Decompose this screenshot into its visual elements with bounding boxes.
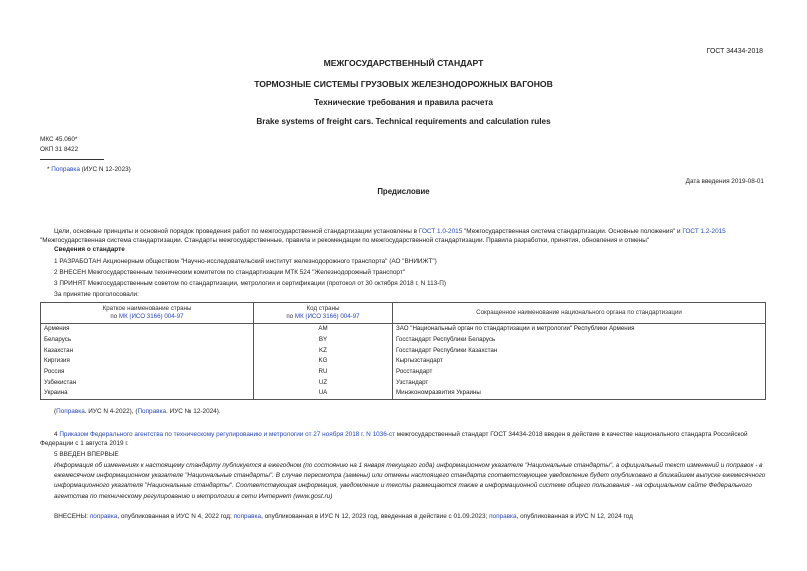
column-header-country [41,303,254,324]
okp-code: ОКП 31 8422 [40,146,79,153]
cell-country: Казахстан [41,345,254,356]
introduced-link-1[interactable]: поправка [89,513,118,520]
cell-code: KG [254,356,393,367]
gost-1-2-link[interactable]: ГОСТ 1.2-2015 [682,228,726,235]
introduced-text-3: , опубликованная в ИУС N 12, 2024 год [516,513,633,520]
footnote-asterisk: * [47,166,50,173]
cell-body: Узстандарт [393,377,766,388]
table-row [41,367,766,378]
introduced-amendments [54,513,633,521]
cell-body: Минэкономразвития Украины [393,388,766,399]
introduced-text-2: , опубликованная в ИУС N 12, 2023 год, введенная в действие с 01.09.2023; [261,513,490,520]
introduced-link-3[interactable]: поправка [489,513,517,520]
mk-iso-link-1[interactable]: МК (ИСО 3166) 004-97 [118,313,184,320]
standard-info-heading: Сведения о стандарте [54,246,125,253]
introduced-link-2[interactable]: поправка [233,513,262,520]
col1-line2 [43,313,251,321]
footnote-text: (ИУС N 12-2023) [81,166,131,173]
cell-country: Украина [41,388,254,399]
standard-type: МЕЖГОСУДАРСТВЕННЫЙ СТАНДАРТ [323,58,484,68]
col1-pre: по [110,313,119,320]
item-submitted: 2 ВНЕСЕН Межгосударственным техническим комитетом по стандартизации МТК 524 "Железнодорожный транспорт" [54,269,406,276]
cell-code: UZ [254,377,393,388]
footnote-amendment-link[interactable]: Поправка [51,166,80,173]
amend-text-1: . ИУС N 4-2022), ( [84,408,138,415]
change-info-paragraph: Информация об изменениях к настоящему стандарту публикуется в ежегодном (по состоянию на 1 января текущего года) информационном указателе "Национальные стандарты", а официальный текст изменений и поправок - в ежемесячном информационном указателе "Национальные стандарты". В случае пересмотра (замены) или отмены настоящего стандарта соответствующее уведомление будет опубликовано в ближайшем выпуске ежемесячного информационного указателя "Национальные стандарты". Соответствующая информация, уведомление и тексты размещаются также в информационной системе общего пользования - на официальном сайте Федерального агентства по техническому регулированию и метрологии в сети Интернет (www.gost.ru) [54,462,766,500]
document-number: ГОСТ 34434-2018 [706,48,763,55]
cell-country: Беларусь [41,335,254,346]
item4-prefix: 4 [54,431,60,438]
preface-heading: Предисловие [377,187,430,196]
mks-code: МКС 45.060* [40,136,78,143]
column-header-body: Сокращенное наименование национального органа по стандартизации [393,303,766,324]
cell-country: Россия [41,367,254,378]
item-developed: 1 РАЗРАБОТАН Акционерным обществом "Научно-исследовательский институт железнодорожного транспорта" (АО "ВНИИЖТ") [54,258,437,265]
cell-country: Киргизия [41,356,254,367]
table-row [41,388,766,399]
col2-line1: Код страны [306,304,340,312]
cell-code: BY [254,335,393,346]
item4-text: межгосударственный стандарт ГОСТ 34434-2018 введен в действие в качестве национального стандарта Российской Федерации с 1 августа 2019 г. [40,431,748,448]
cell-code: RU [254,367,393,378]
cell-country: Узбекистан [41,377,254,388]
footnote [47,166,131,174]
amend-text-2: . ИУС № 12-2024). [166,408,221,415]
cell-code: UA [254,388,393,399]
voting-countries-table [40,302,766,400]
cell-body: Росстандарт [393,367,766,378]
table-row [41,335,766,346]
amendment-link-2024[interactable]: Поправка [137,408,167,415]
column-header-code [254,303,393,324]
preface-intro [40,227,768,246]
cell-body: Госстандарт Республики Беларусь [393,335,766,346]
amendment-link-2022[interactable]: Поправка [56,408,85,415]
table-row [41,324,766,335]
subtitle-ru: Технические требования и правила расчета [314,98,493,107]
title-en: Brake systems of freight cars. Technical requirements and calculation rules [256,117,551,126]
footnote-divider [40,159,104,160]
amendments-line [54,408,221,416]
effective-date: Дата введения 2019-08-01 [685,178,764,185]
amend-open: ( [54,408,57,415]
mk-iso-link-2[interactable]: МК (ИСО 3166) 004-97 [294,313,360,320]
intro-text-2: "Межгосударственная система стандартизации. Основные положения" и [462,228,683,235]
cell-code: KZ [254,345,393,356]
intro-text-3: "Межгосударственная система стандартизации. Стандарты межгосударственные, правила и рекомендации по межгосударственной стандартизации. Правила разработки, принятия, обновления и отмены" [40,237,650,245]
introduced-text-1: , опубликованная в ИУС N 4, 2022 год; [117,513,234,520]
cell-body: Госстандарт Республики Казахстан [393,345,766,356]
cell-body: Кыргызстандарт [393,356,766,367]
col2-line2 [256,313,390,321]
item-enacted [40,430,768,449]
introduced-label: ВНЕСЕНЫ: [54,513,90,520]
table-row [41,356,766,367]
item-first-introduced: 5 ВВЕДЕН ВПЕРВЫЕ [54,451,119,458]
table-header-row [41,303,766,324]
intro-text-1: Цели, основные принципы и основной порядок проведения работ по межгосударственной стандартизации установлены в [54,228,419,235]
col1-line1: Краткое наименование страны [102,304,192,312]
cell-body: ЗАО "Национальный орган по стандартизации и метрологии" Республики Армения [393,324,766,335]
gost-1-0-link[interactable]: ГОСТ 1.0-2015 [418,228,463,235]
order-link[interactable]: Приказом Федерального агентства по техническому регулированию и метрологии от 27 ноября 2018 г. N 1036-ст [59,431,396,438]
cell-country: Армения [41,324,254,335]
item-adopted: 3 ПРИНЯТ Межгосударственным советом по стандартизации, метрологии и сертификации (протокол от 30 октября 2018 г. N 113-П) [54,280,447,287]
table-row [41,345,766,356]
table-row [41,377,766,388]
title-ru: ТОРМОЗНЫЕ СИСТЕМЫ ГРУЗОВЫХ ЖЕЛЕЗНОДОРОЖНЫХ ВАГОНОВ [254,79,553,89]
voted-label: За принятие проголосовали: [54,291,139,298]
col2-pre: по [286,313,295,320]
cell-code: AM [254,324,393,335]
